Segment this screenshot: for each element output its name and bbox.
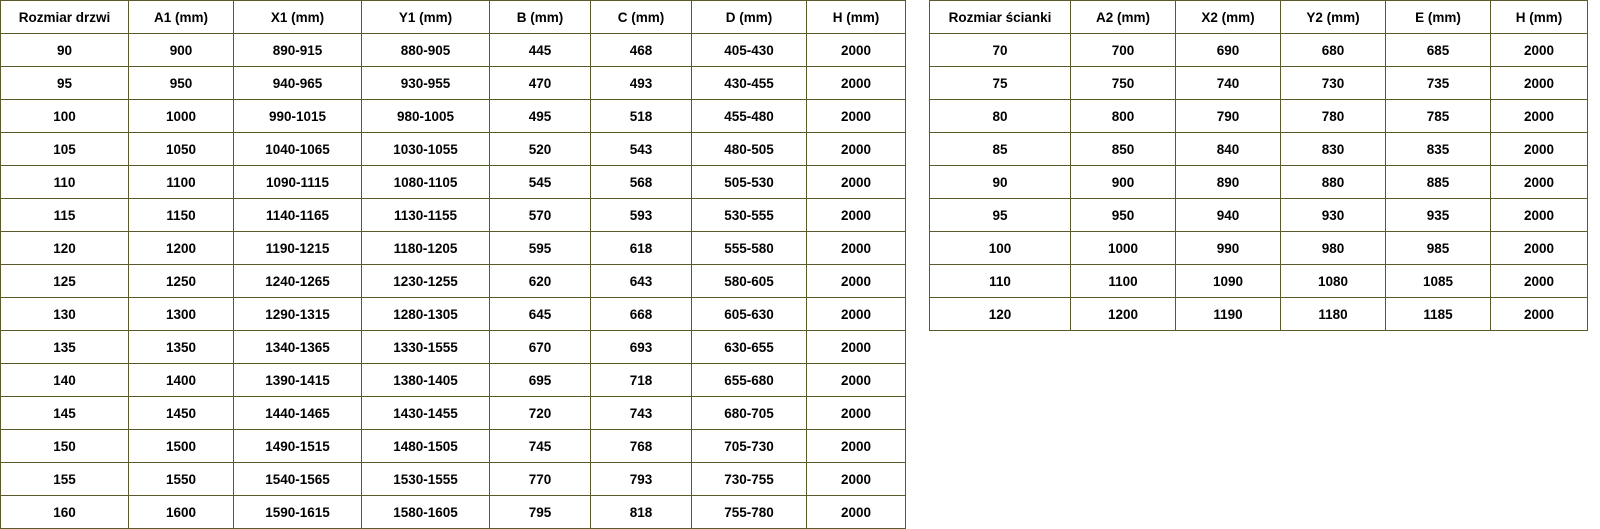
- table-row: [930, 232, 1588, 265]
- doors-cell: 2000: [807, 166, 906, 199]
- doors-column-header: Rozmiar drzwi: [1, 1, 129, 34]
- doors-cell: 568: [591, 166, 692, 199]
- doors-cell: 2000: [807, 298, 906, 331]
- doors-cell: 570: [490, 199, 591, 232]
- doors-cell: 2000: [807, 397, 906, 430]
- doors-cell: 605-630: [692, 298, 807, 331]
- doors-cell: 670: [490, 331, 591, 364]
- doors-cell: 555-580: [692, 232, 807, 265]
- doors-cell: 1480-1505: [362, 430, 490, 463]
- walls-cell: 2000: [1491, 199, 1588, 232]
- table-row: [1, 430, 906, 463]
- doors-cell: 1580-1605: [362, 496, 490, 529]
- doors-cell: 1200: [129, 232, 234, 265]
- doors-cell: 768: [591, 430, 692, 463]
- walls-cell: 2000: [1491, 298, 1588, 331]
- doors-cell: 520: [490, 133, 591, 166]
- doors-cell: 643: [591, 265, 692, 298]
- doors-cell: 115: [1, 199, 129, 232]
- walls-cell: 785: [1386, 100, 1491, 133]
- walls-cell: 740: [1176, 67, 1281, 100]
- doors-cell: 755-780: [692, 496, 807, 529]
- doors-cell: 743: [591, 397, 692, 430]
- doors-column-header: D (mm): [692, 1, 807, 34]
- walls-cell: 850: [1071, 133, 1176, 166]
- walls-cell: 1185: [1386, 298, 1491, 331]
- table-row: [1, 232, 906, 265]
- doors-cell: 1330-1555: [362, 331, 490, 364]
- walls-column-header: Rozmiar ścianki: [930, 1, 1071, 34]
- doors-cell: 155: [1, 463, 129, 496]
- walls-cell: 1085: [1386, 265, 1491, 298]
- doors-cell: 480-505: [692, 133, 807, 166]
- walls-cell: 1080: [1281, 265, 1386, 298]
- table-row: [1, 298, 906, 331]
- doors-cell: 1390-1415: [234, 364, 362, 397]
- doors-cell: 705-730: [692, 430, 807, 463]
- doors-cell: 135: [1, 331, 129, 364]
- walls-cell: 985: [1386, 232, 1491, 265]
- doors-cell: 1150: [129, 199, 234, 232]
- walls-cell: 70: [930, 34, 1071, 67]
- walls-table-head: [930, 1, 1588, 34]
- doors-column-header: A1 (mm): [129, 1, 234, 34]
- walls-cell: 900: [1071, 166, 1176, 199]
- doors-cell: 468: [591, 34, 692, 67]
- walls-table-header-row: [930, 1, 1588, 34]
- doors-cell: 580-605: [692, 265, 807, 298]
- walls-cell: 685: [1386, 34, 1491, 67]
- doors-cell: 2000: [807, 496, 906, 529]
- table-row: [1, 397, 906, 430]
- walls-cell: 1200: [1071, 298, 1176, 331]
- doors-column-header: C (mm): [591, 1, 692, 34]
- doors-cell: 950: [129, 67, 234, 100]
- doors-cell: 2000: [807, 430, 906, 463]
- doors-cell: 595: [490, 232, 591, 265]
- doors-cell: 545: [490, 166, 591, 199]
- doors-cell: 930-955: [362, 67, 490, 100]
- doors-cell: 145: [1, 397, 129, 430]
- walls-cell: 2000: [1491, 166, 1588, 199]
- table-row: [1, 133, 906, 166]
- walls-cell: 95: [930, 199, 1071, 232]
- walls-cell: 980: [1281, 232, 1386, 265]
- walls-cell: 730: [1281, 67, 1386, 100]
- doors-cell: 1590-1615: [234, 496, 362, 529]
- walls-cell: 880: [1281, 166, 1386, 199]
- walls-cell: 2000: [1491, 67, 1588, 100]
- walls-cell: 800: [1071, 100, 1176, 133]
- walls-cell: 835: [1386, 133, 1491, 166]
- table-row: [930, 67, 1588, 100]
- doors-cell: 1000: [129, 100, 234, 133]
- doors-cell: 405-430: [692, 34, 807, 67]
- doors-column-header: H (mm): [807, 1, 906, 34]
- doors-column-header: X1 (mm): [234, 1, 362, 34]
- doors-cell: 445: [490, 34, 591, 67]
- table-row: [1, 100, 906, 133]
- table-row: [1, 34, 906, 67]
- table-row: [1, 463, 906, 496]
- walls-cell: 680: [1281, 34, 1386, 67]
- doors-cell: 1230-1255: [362, 265, 490, 298]
- doors-cell: 105: [1, 133, 129, 166]
- walls-cell: 110: [930, 265, 1071, 298]
- walls-cell: 950: [1071, 199, 1176, 232]
- doors-cell: 880-905: [362, 34, 490, 67]
- doors-cell: 1050: [129, 133, 234, 166]
- doors-cell: 2000: [807, 232, 906, 265]
- doors-cell: 1540-1565: [234, 463, 362, 496]
- doors-cell: 1490-1515: [234, 430, 362, 463]
- walls-cell: 2000: [1491, 232, 1588, 265]
- doors-cell: 900: [129, 34, 234, 67]
- doors-cell: 530-555: [692, 199, 807, 232]
- doors-cell: 2000: [807, 364, 906, 397]
- doors-cell: 890-915: [234, 34, 362, 67]
- walls-cell: 120: [930, 298, 1071, 331]
- walls-cell: 1190: [1176, 298, 1281, 331]
- doors-cell: 2000: [807, 199, 906, 232]
- doors-cell: 1550: [129, 463, 234, 496]
- walls-cell: 100: [930, 232, 1071, 265]
- walls-column-header: X2 (mm): [1176, 1, 1281, 34]
- doors-cell: 795: [490, 496, 591, 529]
- doors-cell: 630-655: [692, 331, 807, 364]
- walls-cell: 750: [1071, 67, 1176, 100]
- table-row: [930, 166, 1588, 199]
- walls-cell: 85: [930, 133, 1071, 166]
- table-row: [930, 265, 1588, 298]
- doors-cell: 518: [591, 100, 692, 133]
- doors-cell: 2000: [807, 265, 906, 298]
- walls-column-header: H (mm): [1491, 1, 1588, 34]
- doors-cell: 2000: [807, 133, 906, 166]
- doors-cell: 100: [1, 100, 129, 133]
- walls-column-header: A2 (mm): [1071, 1, 1176, 34]
- doors-cell: 770: [490, 463, 591, 496]
- walls-dimensions-table: [929, 0, 1588, 331]
- doors-cell: 125: [1, 265, 129, 298]
- doors-cell: 720: [490, 397, 591, 430]
- doors-cell: 718: [591, 364, 692, 397]
- doors-cell: 150: [1, 430, 129, 463]
- walls-cell: 1180: [1281, 298, 1386, 331]
- doors-cell: 1240-1265: [234, 265, 362, 298]
- walls-cell: 2000: [1491, 133, 1588, 166]
- doors-cell: 90: [1, 34, 129, 67]
- walls-cell: 735: [1386, 67, 1491, 100]
- doors-cell: 1400: [129, 364, 234, 397]
- doors-cell: 1250: [129, 265, 234, 298]
- doors-column-header: B (mm): [490, 1, 591, 34]
- walls-cell: 940: [1176, 199, 1281, 232]
- doors-cell: 495: [490, 100, 591, 133]
- doors-cell: 1190-1215: [234, 232, 362, 265]
- walls-cell: 885: [1386, 166, 1491, 199]
- doors-cell: 695: [490, 364, 591, 397]
- doors-cell: 1030-1055: [362, 133, 490, 166]
- walls-cell: 790: [1176, 100, 1281, 133]
- walls-cell: 75: [930, 67, 1071, 100]
- table-row: [930, 199, 1588, 232]
- doors-cell: 1100: [129, 166, 234, 199]
- doors-cell: 1090-1115: [234, 166, 362, 199]
- doors-cell: 745: [490, 430, 591, 463]
- table-row: [1, 199, 906, 232]
- walls-cell: 90: [930, 166, 1071, 199]
- doors-cell: 140: [1, 364, 129, 397]
- doors-cell: 645: [490, 298, 591, 331]
- table-row: [930, 133, 1588, 166]
- walls-cell: 690: [1176, 34, 1281, 67]
- doors-cell: 1350: [129, 331, 234, 364]
- walls-cell: 2000: [1491, 100, 1588, 133]
- doors-cell: 668: [591, 298, 692, 331]
- table-row: [1, 364, 906, 397]
- walls-cell: 700: [1071, 34, 1176, 67]
- doors-cell: 505-530: [692, 166, 807, 199]
- walls-cell: 990: [1176, 232, 1281, 265]
- doors-cell: 2000: [807, 34, 906, 67]
- table-row: [1, 331, 906, 364]
- doors-cell: 940-965: [234, 67, 362, 100]
- doors-cell: 1130-1155: [362, 199, 490, 232]
- doors-cell: 470: [490, 67, 591, 100]
- doors-cell: 980-1005: [362, 100, 490, 133]
- walls-cell: 2000: [1491, 34, 1588, 67]
- doors-cell: 1500: [129, 430, 234, 463]
- walls-column-header: Y2 (mm): [1281, 1, 1386, 34]
- walls-column-header: E (mm): [1386, 1, 1491, 34]
- walls-cell: 1000: [1071, 232, 1176, 265]
- doors-cell: 1430-1455: [362, 397, 490, 430]
- doors-cell: 2000: [807, 463, 906, 496]
- doors-cell: 990-1015: [234, 100, 362, 133]
- doors-cell: 1440-1465: [234, 397, 362, 430]
- table-row: [1, 265, 906, 298]
- doors-cell: 1380-1405: [362, 364, 490, 397]
- doors-cell: 680-705: [692, 397, 807, 430]
- walls-cell: 935: [1386, 199, 1491, 232]
- doors-cell: 120: [1, 232, 129, 265]
- doors-cell: 655-680: [692, 364, 807, 397]
- doors-cell: 593: [591, 199, 692, 232]
- doors-cell: 1140-1165: [234, 199, 362, 232]
- doors-cell: 793: [591, 463, 692, 496]
- doors-cell: 1530-1555: [362, 463, 490, 496]
- doors-cell: 818: [591, 496, 692, 529]
- doors-cell: 110: [1, 166, 129, 199]
- walls-cell: 830: [1281, 133, 1386, 166]
- doors-cell: 1340-1365: [234, 331, 362, 364]
- walls-cell: 840: [1176, 133, 1281, 166]
- table-row: [1, 166, 906, 199]
- doors-cell: 543: [591, 133, 692, 166]
- doors-cell: 493: [591, 67, 692, 100]
- table-row: [930, 34, 1588, 67]
- doors-cell: 160: [1, 496, 129, 529]
- walls-cell: 890: [1176, 166, 1281, 199]
- doors-cell: 620: [490, 265, 591, 298]
- walls-cell: 1100: [1071, 265, 1176, 298]
- doors-cell: 455-480: [692, 100, 807, 133]
- doors-cell: 130: [1, 298, 129, 331]
- table-row: [1, 496, 906, 529]
- walls-cell: 930: [1281, 199, 1386, 232]
- table-row: [1, 67, 906, 100]
- doors-cell: 2000: [807, 67, 906, 100]
- walls-table-body: [930, 34, 1588, 331]
- doors-cell: 618: [591, 232, 692, 265]
- doors-cell: 2000: [807, 100, 906, 133]
- walls-cell: 780: [1281, 100, 1386, 133]
- table-row: [930, 298, 1588, 331]
- walls-cell: 1090: [1176, 265, 1281, 298]
- walls-dimensions-table-container: [929, 0, 1588, 331]
- doors-cell: 1450: [129, 397, 234, 430]
- doors-column-header: Y1 (mm): [362, 1, 490, 34]
- doors-cell: 693: [591, 331, 692, 364]
- doors-table-header-row: [1, 1, 906, 34]
- walls-cell: 2000: [1491, 265, 1588, 298]
- doors-cell: 1180-1205: [362, 232, 490, 265]
- doors-cell: 430-455: [692, 67, 807, 100]
- doors-cell: 1280-1305: [362, 298, 490, 331]
- doors-cell: 95: [1, 67, 129, 100]
- walls-cell: 80: [930, 100, 1071, 133]
- doors-cell: 1080-1105: [362, 166, 490, 199]
- doors-cell: 1600: [129, 496, 234, 529]
- doors-table-head: [1, 1, 906, 34]
- doors-table-body: [1, 34, 906, 529]
- doors-cell: 2000: [807, 331, 906, 364]
- doors-cell: 1040-1065: [234, 133, 362, 166]
- doors-cell: 1290-1315: [234, 298, 362, 331]
- doors-cell: 730-755: [692, 463, 807, 496]
- table-row: [930, 100, 1588, 133]
- doors-cell: 1300: [129, 298, 234, 331]
